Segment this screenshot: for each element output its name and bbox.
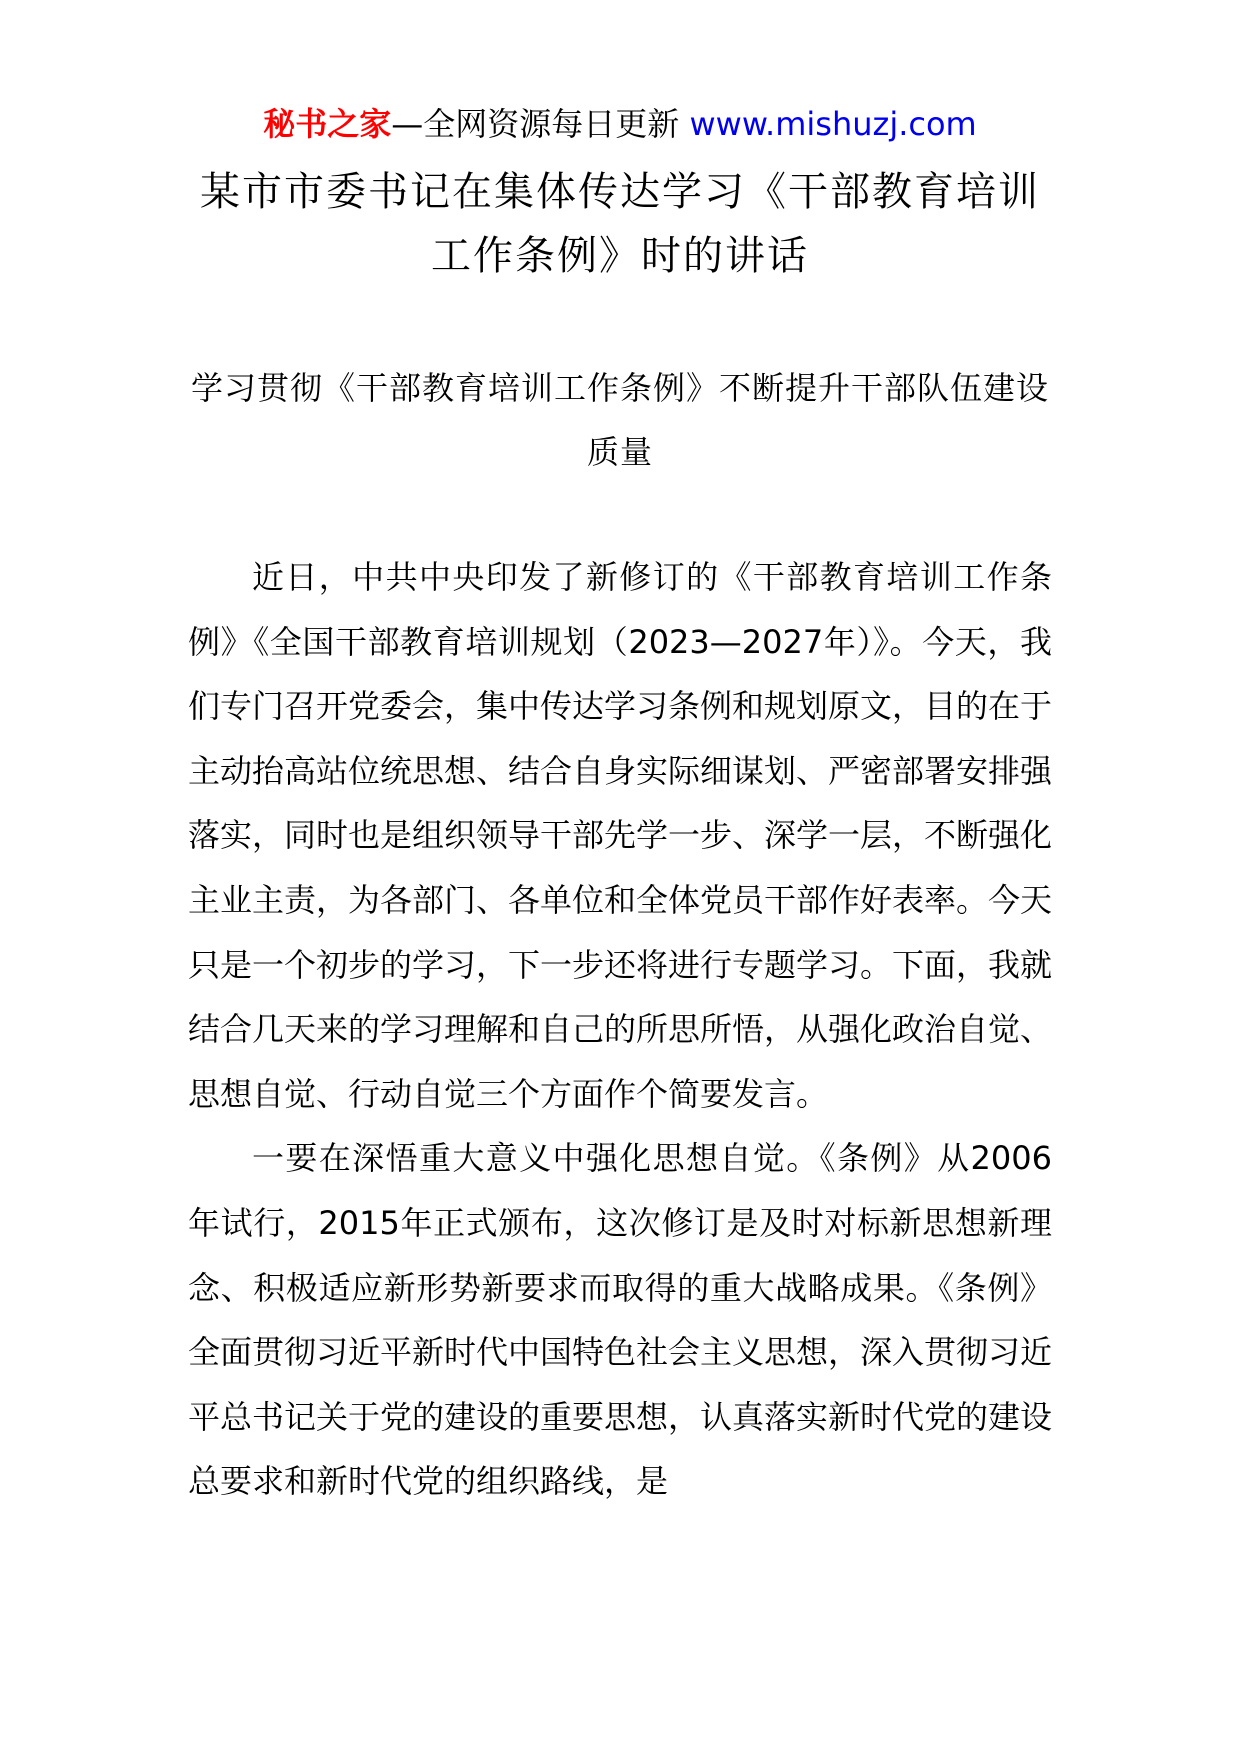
site-header (0, 100, 1240, 148)
document-title: 某市市委书记在集体传达学习《干部教育培训工作条例》时的讲话 (200, 169, 1040, 279)
site-url-link[interactable]: www.mishuzj.com (689, 105, 977, 143)
body-paragraph: 一要在深悟重大意义中强化思想自觉。《条例》从2006年试行，2015年正式颁布，这次修订是及时对标新思想新理念、积极适应新形势新要求而取得的重大战略成果。《条例》全面贯彻习近平新时代中国特色社会主义思想，深入贯彻习近平总书记关于党的建设的重要思想，认真落实新时代党的建设总要求和新时代党的组织路线，是 (188, 1139, 1053, 1501)
document-body (188, 545, 1052, 1514)
header-slogan: —全网资源每日更新 (391, 105, 690, 143)
body-paragraph: 近日，中共中央印发了新修订的《干部教育培训工作条例》《全国干部教育培训规划（2023—2027年）》。今天，我们专门召开党委会，集中传达学习条例和规划原文，目的在于主动抬高站位统思想、结合自身实际细谋划、严密部署安排强落实，同时也是组织领导干部先学一步、深学一层，不断强化主业主责，为各部门、各单位和全体党员干部作好表率。今天只是一个初步的学习，下一步还将进行专题学习。下面，我就结合几天来的学习理解和自己的所思所悟，从强化政治自觉、思想自觉、行动自觉三个方面作个简要发言。 (188, 558, 1053, 1113)
document-subtitle: 学习贯彻《干部教育培训工作条例》不断提升干部队伍建设质量 (190, 369, 1049, 471)
brand-name: 秘书之家 (263, 105, 392, 143)
